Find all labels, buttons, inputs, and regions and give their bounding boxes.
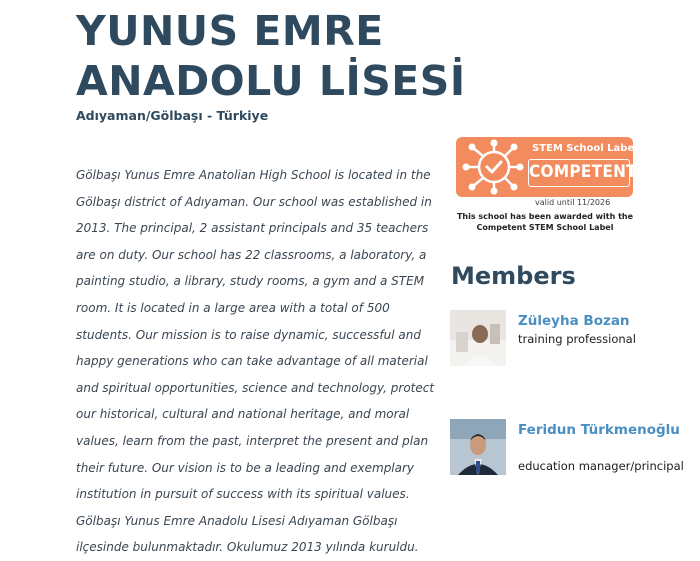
- badge-valid-until: valid until 11/2026: [535, 198, 611, 207]
- badge-caption: This school has been awarded with the Competent STEM School Label: [456, 212, 634, 232]
- page-title: YUNUS EMRE ANADOLU LİSESİ: [76, 7, 466, 105]
- member-role: education manager/principal: [518, 459, 684, 473]
- member-role: training professional: [518, 332, 636, 346]
- badge-label-top: STEM School Label: [532, 143, 638, 154]
- member-photo[interactable]: [450, 310, 506, 366]
- stem-badge[interactable]: [456, 137, 638, 197]
- badge-label-main: COMPETENT: [528, 159, 630, 187]
- member-name[interactable]: Züleyha Bozan: [518, 313, 630, 329]
- members-heading: Members: [451, 262, 576, 290]
- stem-network-icon: [456, 137, 526, 197]
- member-name[interactable]: Feridun Türkmenoğlu: [518, 422, 680, 438]
- school-description: Gölbaşı Yunus Emre Anatolian High School is located in the Gölbaşı district of Adıyaman. Our school was established in 2013. The principal, 2 assistant principals and 35 teachers are on duty. Our school has 22 classrooms, a laboratory, a painting studio, a library, study rooms, a gym and a STEM room. It is located in a large area with a total of 500 students. Our mission is to raise dynamic, successful and happy generations who can take advantage of all material and spiritual opportunities, science and technology, protect our historical, cultural and national heritage, and moral values, learn from the past, interpret the present and plan their future. Our vision is to be a leading and exemplary institution in pursuit of success with its spiritual values. Gölbaşı Yunus Emre Anadolu Lisesi Adıyaman Gölbaşı ilçesinde bulunmaktadır. Okulumuz 2013 yılında kuruldu.: [76, 168, 435, 555]
- school-location: Adıyaman/Gölbaşı - Türkiye: [76, 108, 269, 123]
- member-photo[interactable]: [450, 419, 506, 475]
